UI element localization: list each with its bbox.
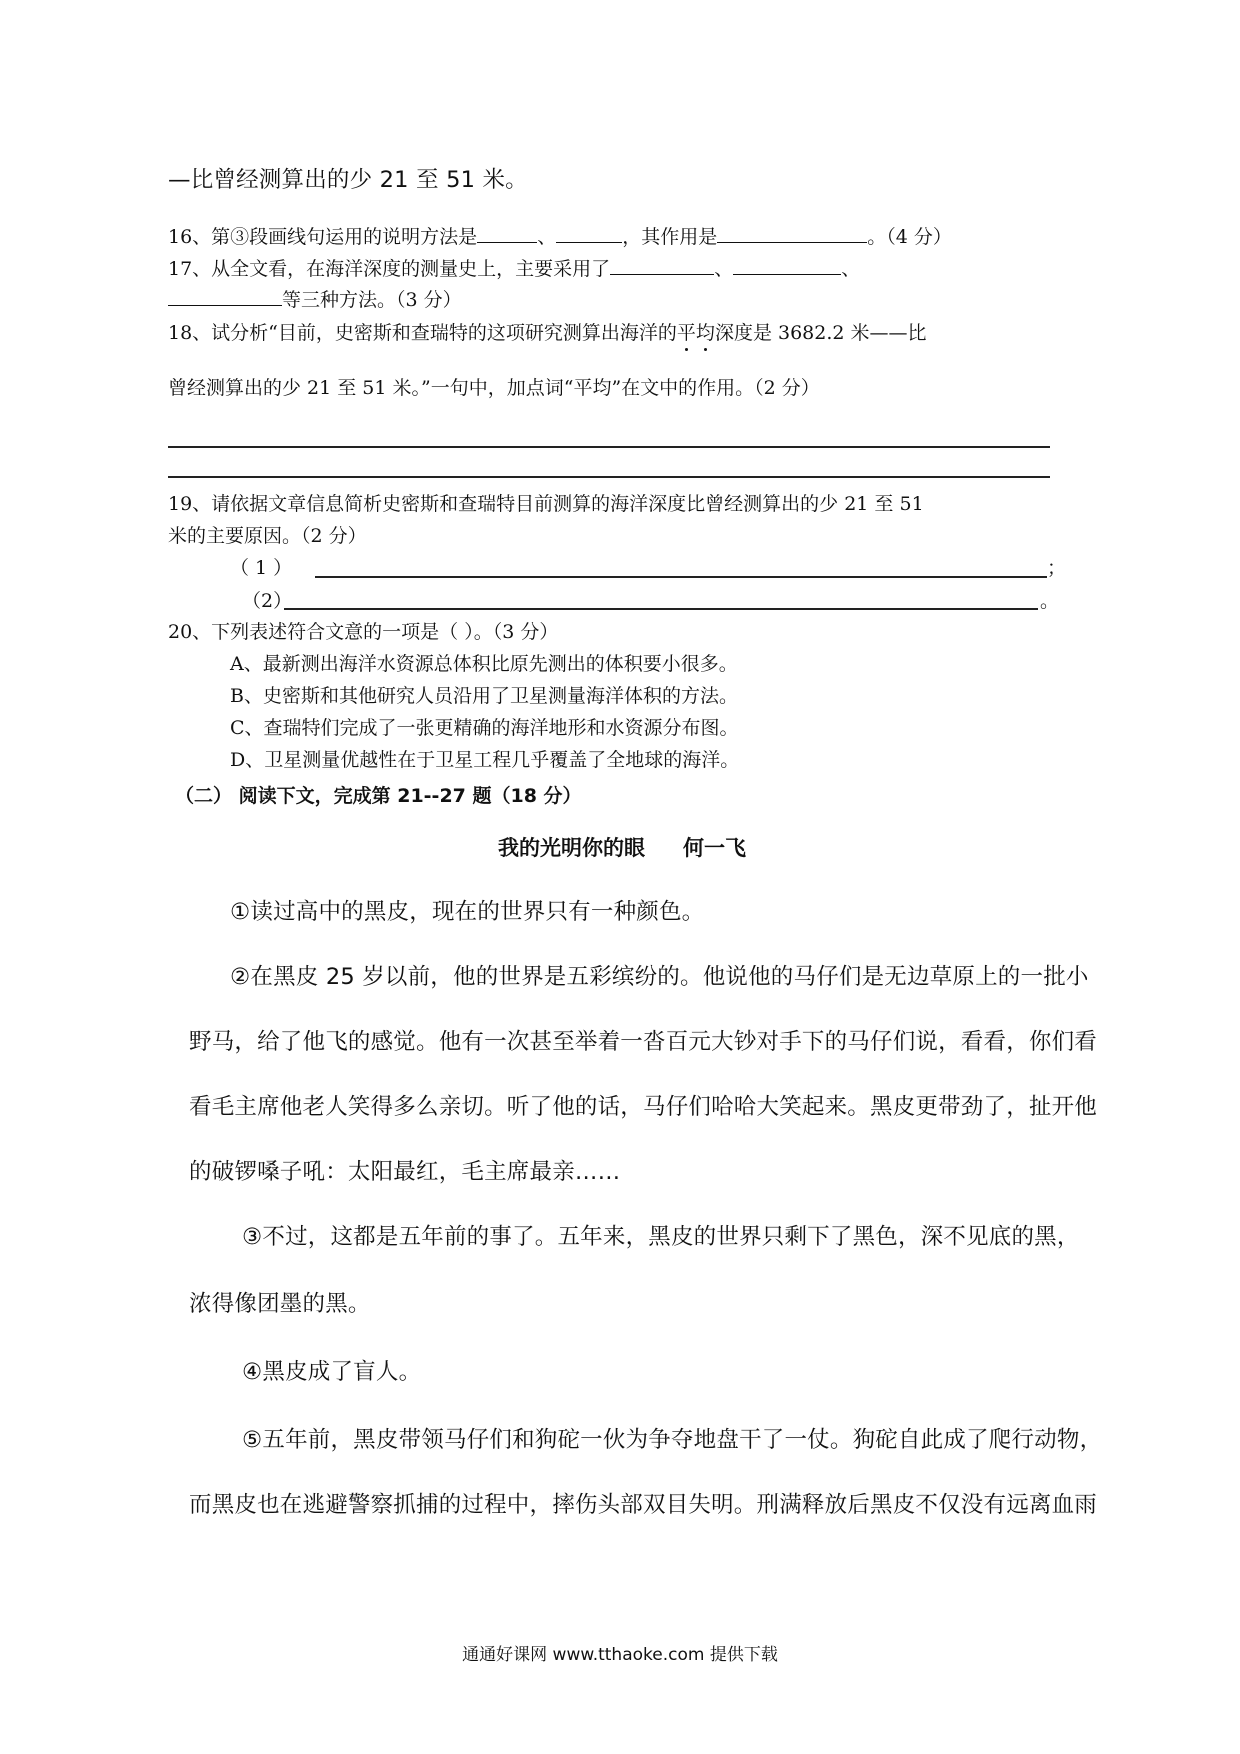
answer-item-1: （ 1 ） xyxy=(230,557,293,579)
question-17-cont: 等三种方法。（3 分） xyxy=(168,287,462,312)
article-title-text: 我的光明你的眼 xyxy=(498,836,645,860)
answer-end-1: ； xyxy=(1047,557,1067,579)
option-c[interactable]: C、查瑞特们完成了一张更精确的海洋地形和水资源分布图。 xyxy=(230,717,739,739)
paragraph-line: 野马，给了他飞的感觉。他有一次甚至举着一沓百元大钞对手下的马仔们说，看看，你们看 xyxy=(189,1029,1098,1055)
paragraph-line: ②在黑皮 25 岁以前，他的世界是五彩缤纷的。他说他的马仔们是无边草原上的一批小 xyxy=(230,964,1089,990)
question-16: 16、第③段画线句运用的说明方法是 、 ，其作用是 。（4 分） xyxy=(168,226,952,248)
paragraph-line: ①读过高中的黑皮，现在的世界只有一种颜色。 xyxy=(230,899,705,925)
question-19-cont: 米的主要原因。（2 分） xyxy=(168,525,367,547)
article-author: 何一飞 xyxy=(683,836,746,860)
answer-line[interactable] xyxy=(168,446,1050,448)
answer-line[interactable] xyxy=(315,576,1047,578)
paragraph-line: ③不过，这都是五年前的事了。五年来，黑皮的世界只剩下了黑色，深不见底的黑， xyxy=(242,1224,1080,1250)
emphasis-dot: 均 xyxy=(695,322,715,344)
option-d[interactable]: D、卫星测量优越性在于卫星工程几乎覆盖了全地球的海洋。 xyxy=(230,749,740,771)
answer-blank[interactable] xyxy=(610,256,714,275)
option-a[interactable]: A、最新测出海洋水资源总体积比原先测出的体积要小很多。 xyxy=(230,653,738,675)
answer-blank[interactable] xyxy=(168,287,282,306)
answer-end-2: 。 xyxy=(1040,590,1060,612)
answer-blank[interactable] xyxy=(477,224,537,243)
answer-blank[interactable] xyxy=(556,224,622,243)
paragraph-line: 浓得像团墨的黑。 xyxy=(189,1291,371,1317)
answer-line[interactable] xyxy=(284,608,1038,610)
answer-blank[interactable] xyxy=(717,224,867,243)
answer-line[interactable] xyxy=(168,476,1050,478)
answer-blank[interactable] xyxy=(733,256,841,275)
page-footer: 通通好课网 www.tthaoke.com 提供下载 xyxy=(462,1645,778,1665)
paragraph-line: 看毛主席他老人笑得多么亲切。听了他的话，马仔们哈哈大笑起来。黑皮更带劲了，扯开他 xyxy=(189,1094,1098,1120)
question-17: 17、从全文看，在海洋深度的测量史上，主要采用了 、 、 xyxy=(168,258,861,280)
question-19: 19、请依据文章信息简析史密斯和查瑞特目前测算的海洋深度比曾经测算出的少 21 至 51 xyxy=(168,493,924,515)
option-b[interactable]: B、史密斯和其他研究人员沿用了卫星测量海洋体积的方法。 xyxy=(230,685,738,707)
answer-item-2: （2） xyxy=(242,590,293,612)
question-20: 20、下列表述符合文意的一项是（ ）。（3 分） xyxy=(168,621,559,643)
continuation-line: —比曾经测算出的少 21 至 51 米。 xyxy=(168,167,528,193)
article-title xyxy=(498,836,746,860)
question-18-cont: 曾经测算出的少 21 至 51 米。”一句中，加点词“平均”在文中的作用。（2 分） xyxy=(168,377,820,399)
question-18: 18、试分析“目前，史密斯和查瑞特的这项研究测算出海洋的平均深度是 3682.2 米——比 xyxy=(168,322,927,344)
paragraph-line: ④黑皮成了盲人。 xyxy=(242,1359,422,1385)
emphasis-dot: 平 xyxy=(676,322,696,344)
paragraph-line: ⑤五年前，黑皮带领马仔们和狗砣一伙为争夺地盘干了一仗。狗砣自此成了爬行动物， xyxy=(242,1427,1103,1453)
paragraph-line: 的破锣嗓子吼：太阳最红，毛主席最亲…… xyxy=(189,1159,621,1185)
section-heading: （二） 阅读下文，完成第 21--27 题（18 分） xyxy=(175,785,582,807)
paragraph-line: 而黑皮也在逃避警察抓捕的过程中，摔伤头部双目失明。刑满释放后黑皮不仅没有远离血雨 xyxy=(189,1492,1098,1518)
